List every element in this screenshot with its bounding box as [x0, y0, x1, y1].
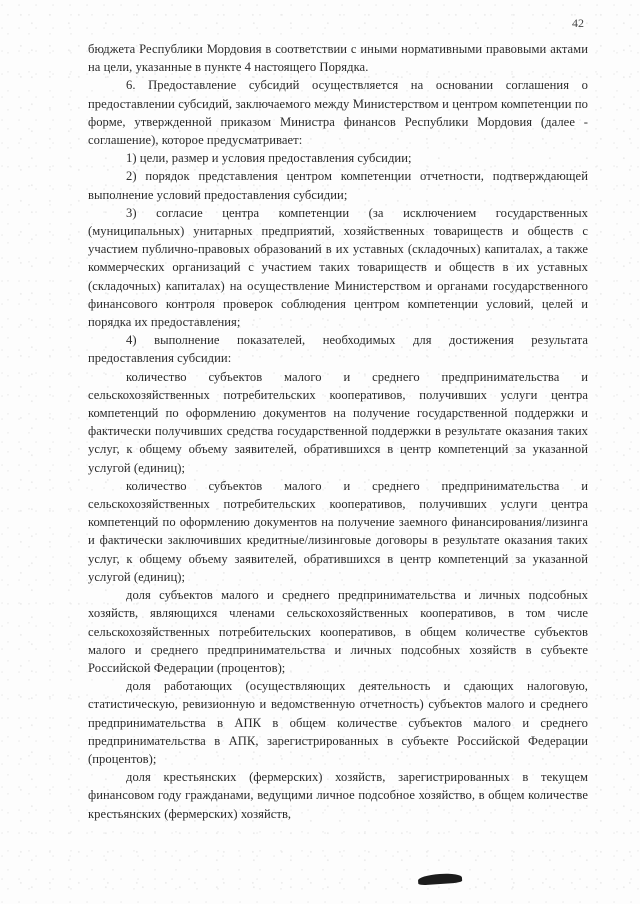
paragraph-subitem-4: 4) выполнение показателей, необходимых для достижения результата предоставления субсидии:: [88, 333, 588, 366]
paragraph-indicator-1: количество субъектов малого и среднего предпринимательства и сельскохозяйственных потребительских кооперативов, получивших услуги центра компетенций по оформлению документов на получение государственной поддержки и фактически получивших средства государственной поддержки в результате оказания таких услуг, к общему объему заявителей, обратившихся в центр компетенций за указанной услугой (единиц);: [88, 369, 588, 475]
paragraph-subitem-1: 1) цели, размер и условия предоставления субсидии;: [126, 151, 412, 166]
paragraph-indicator-2: количество субъектов малого и среднего предпринимательства и сельскохозяйственных потребительских кооперативов, получивших услуги центра компетенций по оформлению документов на получение заемного финансирования/лизинга и фактически заключивших кредитные/лизинговые договоры в результате оказания таких услуг, к общему объему заявителей, обратившихся в центр компетенций за указанной услугой (единиц);: [88, 478, 588, 584]
paragraph-indicator-4: доля работающих (осуществляющих деятельность и сдающих налоговую, статистическую, ревизионную и ведомственную отчетность) субъектов малого и среднего предпринимательства в АПК в общем количестве субъектов малого и среднего предпринимательства в АПК, зарегистрированных в субъекте Российской Федерации (процентов);: [88, 679, 588, 766]
paragraph-indicator-3: доля субъектов малого и среднего предпринимательства и личных подсобных хозяйств, являющихся членами сельскохозяйственных кооперативов, в том числе сельскохозяйственных потребительских кооперативов, в общем количестве субъектов малого и среднего предпринимательства и личных подсобных хозяйств в субъекте Российской Федерации (процентов);: [88, 588, 588, 675]
ink-smudge: [418, 872, 463, 885]
paragraph-subitem-2: 2) порядок представления центром компетенции отчетности, подтверждающей выполнение условий предоставления субсидии;: [88, 169, 588, 202]
paragraph-subitem-3: 3) согласие центра компетенции (за исключением государственных (муниципальных) унитарных предприятий, хозяйственных товариществ и обществ с участием публично-правовых образований в их уставных (складочных) капиталах, а также коммерческих организаций с участием таких товариществ и обществ в их уставных (складочных) капиталах) на осуществление Министерством и органами государственного финансового контроля проверок соблюдения центром компетенции условий, целей и порядка их предоставления;: [88, 205, 588, 330]
paragraph-indicator-5: доля крестьянских (фермерских) хозяйств, зарегистрированных в текущем финансовом году гражданами, ведущими личное подсобное хозяйство, в общем количестве крестьянских (фермерских) хозяйств,: [88, 770, 588, 821]
document-body: [88, 40, 588, 823]
paragraph-item-6: 6. Предоставление субсидий осуществляется на основании соглашения о предоставлении субсидий, заключаемого между Министерством и центром компетенции по форме, утвержденной приказом Министра финансов Республики Мордовия (далее - соглашение), которое предусматривает:: [88, 78, 588, 148]
paragraph-continuation: бюджета Республики Мордовия в соответствии с иными нормативными правовыми актами на цели, указанные в пункте 4 настоящего Порядка.: [88, 42, 588, 75]
page-number: 42: [572, 16, 584, 30]
